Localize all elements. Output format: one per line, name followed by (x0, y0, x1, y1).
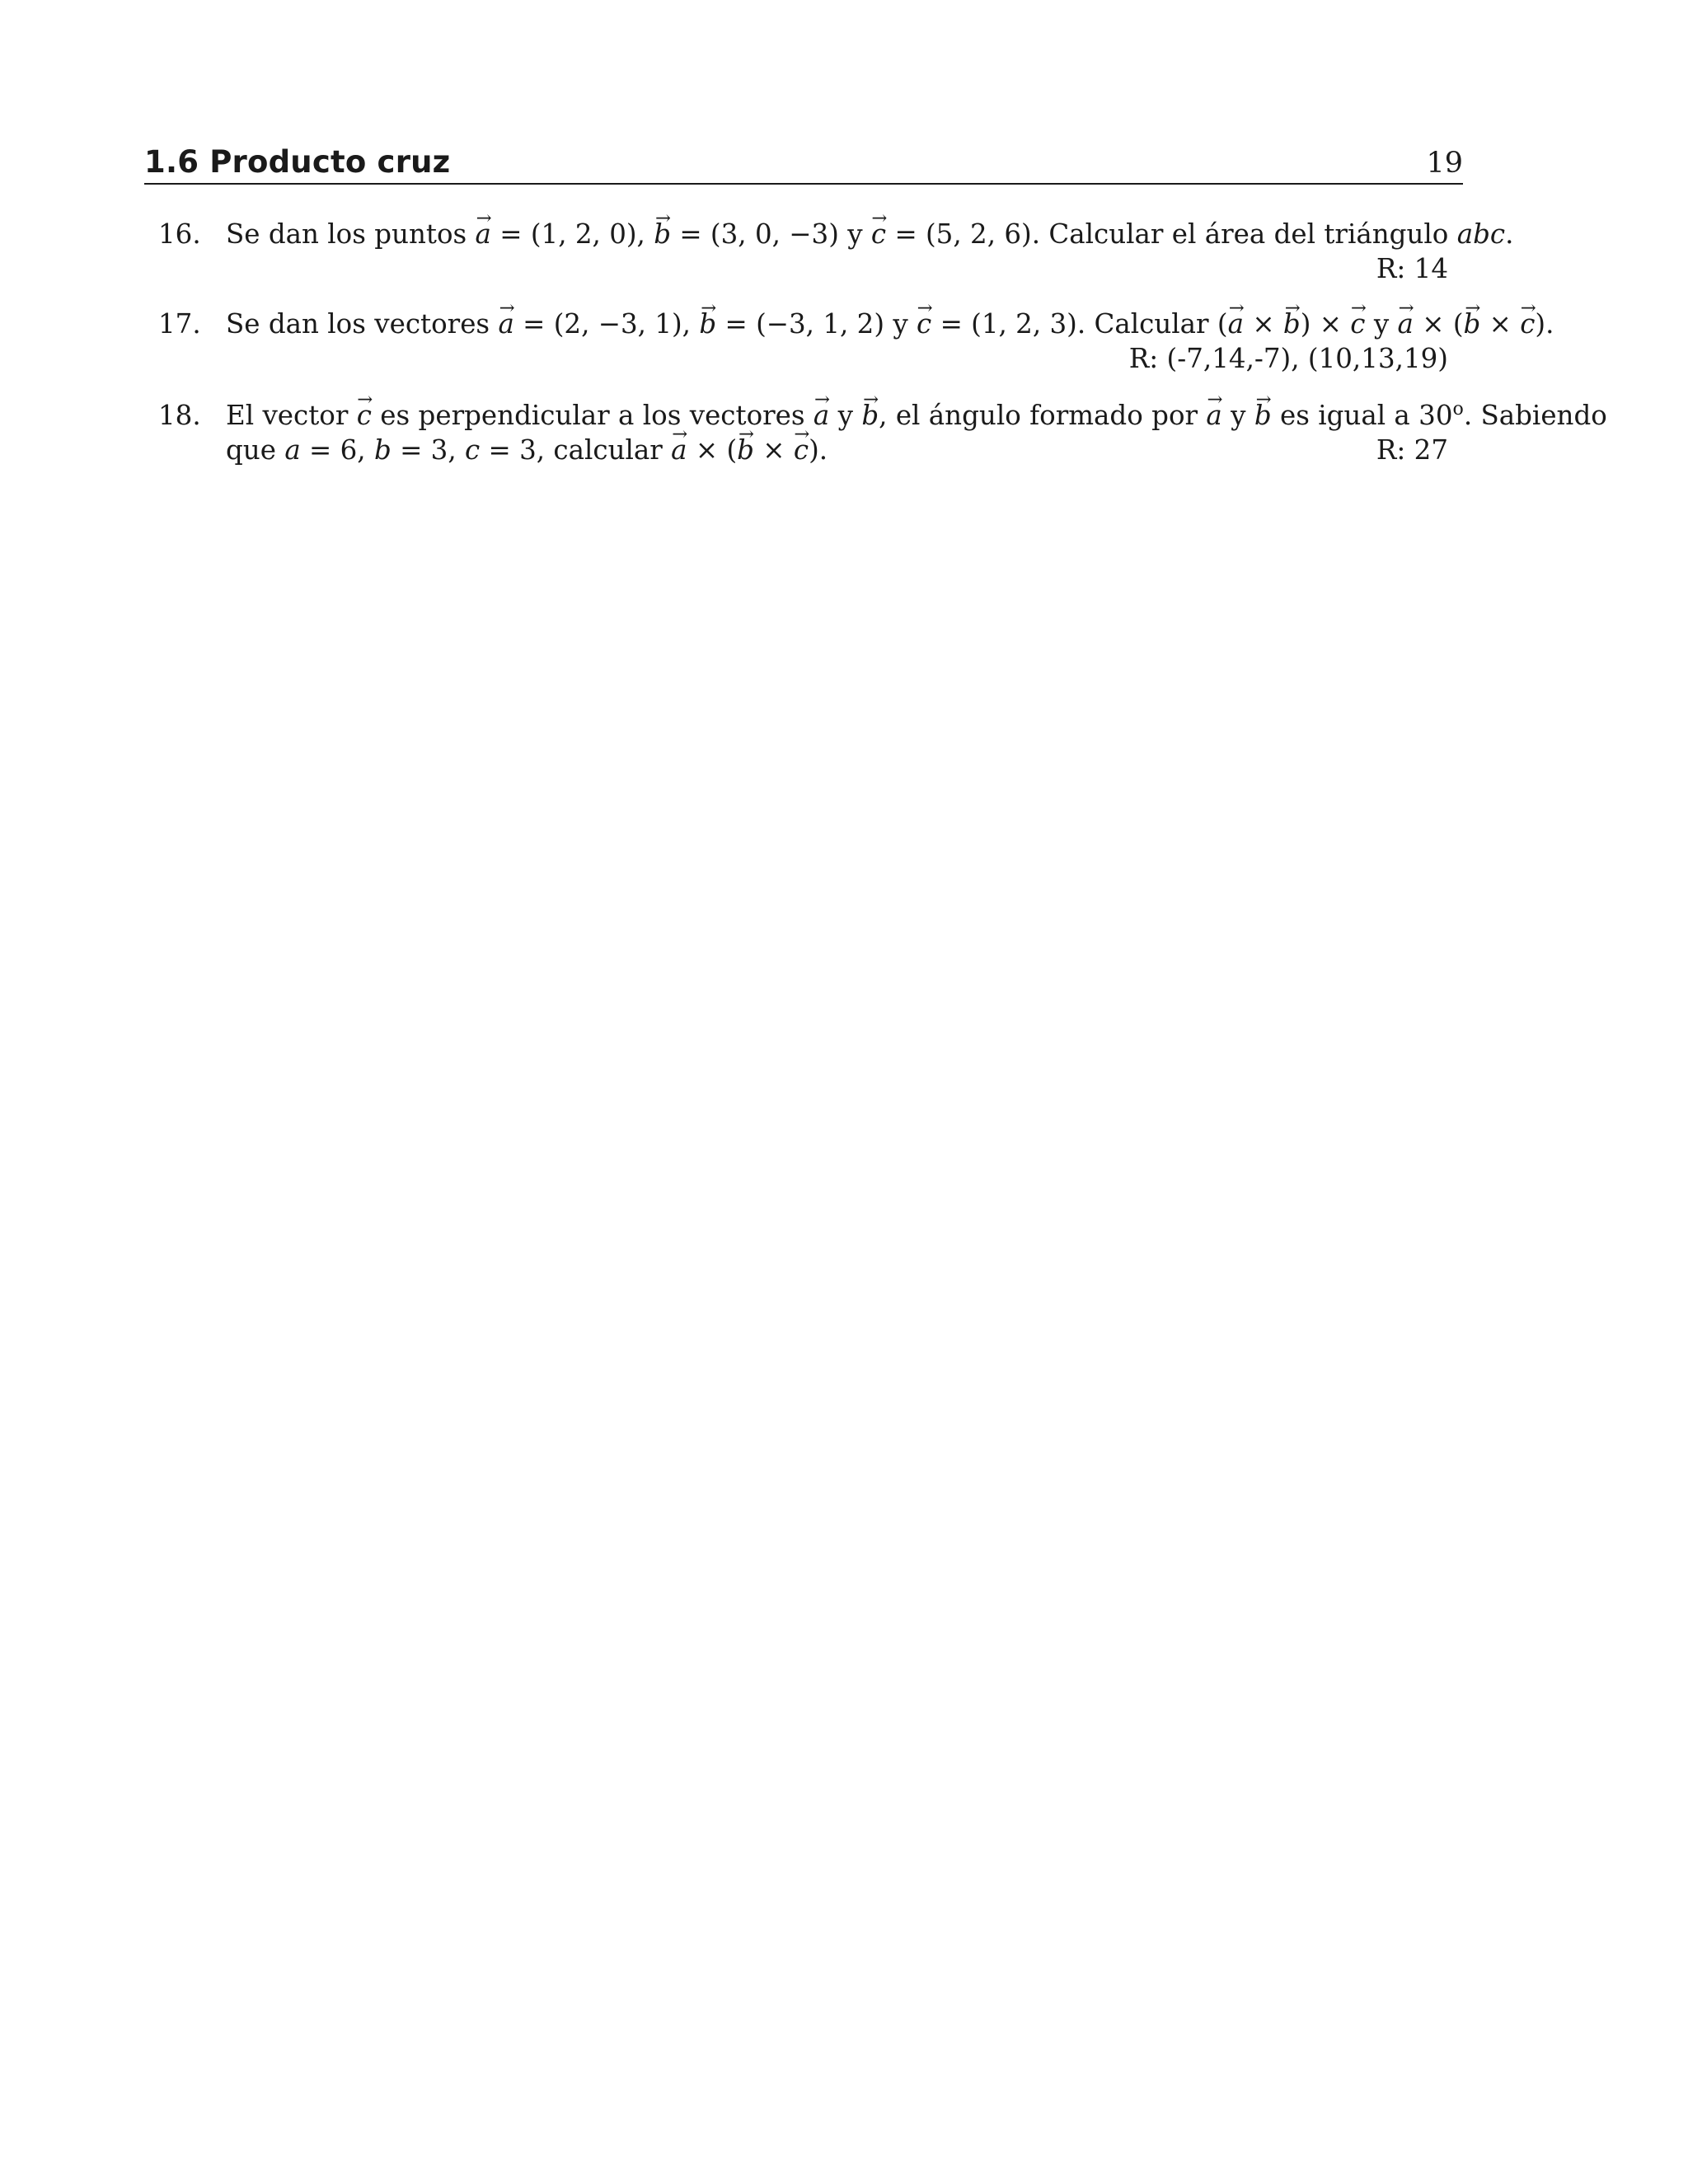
text: = (1, 2, 3). Calcular ( (931, 308, 1228, 340)
triangle-name: abc (1456, 218, 1506, 250)
text: = (2, −3, 1), (513, 308, 700, 340)
magnitude-a: a (284, 434, 301, 466)
text: × (1244, 308, 1283, 340)
text: . Sabiendo (1463, 400, 1607, 431)
vector-c: c → (1350, 311, 1365, 338)
vector-a: a → (1398, 311, 1414, 338)
problem-body (226, 397, 1607, 467)
text: , el ángulo formado por (879, 400, 1207, 431)
text: = (1, 2, 0), (490, 218, 654, 250)
magnitude-c: c (464, 434, 481, 466)
problem-18 (158, 397, 1607, 480)
text: × ( (687, 434, 738, 466)
vector-a: a → (1206, 402, 1221, 429)
problem-text-line-1 (226, 397, 1607, 433)
vector-c: c → (917, 311, 931, 338)
problem-number: 17. (158, 308, 201, 340)
text: ). (809, 434, 828, 466)
text: = (3, 0, −3) y (671, 218, 871, 250)
answer: R: 14 (1376, 253, 1448, 284)
problem-text (226, 217, 1514, 251)
problem-body (226, 307, 1554, 376)
vector-b: b → (1464, 311, 1481, 338)
answer: R: 27 (1376, 434, 1448, 466)
text: ). (1535, 308, 1554, 340)
text: y (829, 400, 862, 431)
text: es igual a 30 (1271, 400, 1453, 431)
problem-body (226, 217, 1514, 286)
text: × ( (1413, 308, 1464, 340)
text: y (1221, 400, 1254, 431)
vector-b: b → (1283, 311, 1301, 338)
vector-c: c → (1520, 311, 1535, 338)
degree-superscript: o (1452, 397, 1464, 419)
vector-c: c → (871, 221, 886, 248)
text: que (226, 434, 285, 466)
text: y (1365, 308, 1398, 340)
vector-b: b → (861, 402, 879, 429)
vector-b: b → (699, 311, 716, 338)
text: = 6, (300, 434, 374, 466)
vector-b: b → (654, 221, 671, 248)
page-header (144, 140, 1463, 185)
problem-number: 16. (158, 218, 201, 250)
section-title: 1.6 Producto cruz (144, 144, 451, 180)
vector-a: a → (814, 402, 829, 429)
problem-number: 18. (158, 400, 201, 431)
problem-17 (158, 307, 1554, 389)
text: Se dan los vectores (226, 308, 499, 340)
header-rule (144, 183, 1463, 185)
vector-b: b → (1254, 402, 1272, 429)
text: El vector (226, 400, 357, 431)
vector-c: c → (357, 402, 372, 429)
text: = (−3, 1, 2) y (716, 308, 917, 340)
page-number: 19 (1426, 147, 1463, 180)
vector-a: a → (671, 437, 687, 464)
text: × (1480, 308, 1521, 340)
vector-a: a → (498, 311, 513, 338)
problem-text (226, 307, 1554, 341)
answer: R: (-7,14,-7), (10,13,19) (1128, 343, 1448, 374)
text: = (5, 2, 6). Calcular el área del triángulo (886, 218, 1457, 250)
vector-a: a → (476, 221, 491, 248)
problem-16 (158, 217, 1514, 299)
problem-text-line-2 (226, 433, 1448, 467)
text: . (1505, 218, 1514, 250)
text: = 3, calcular (480, 434, 672, 466)
text: × (753, 434, 794, 466)
text: es perpendicular a los vectores (371, 400, 814, 431)
text: = 3, (391, 434, 465, 466)
text: Se dan los puntos (226, 218, 476, 250)
vector-c: c → (794, 437, 809, 464)
vector-a: a → (1228, 311, 1244, 338)
vector-b: b → (737, 437, 754, 464)
text: ) × (1300, 308, 1351, 340)
magnitude-b: b (373, 434, 392, 466)
